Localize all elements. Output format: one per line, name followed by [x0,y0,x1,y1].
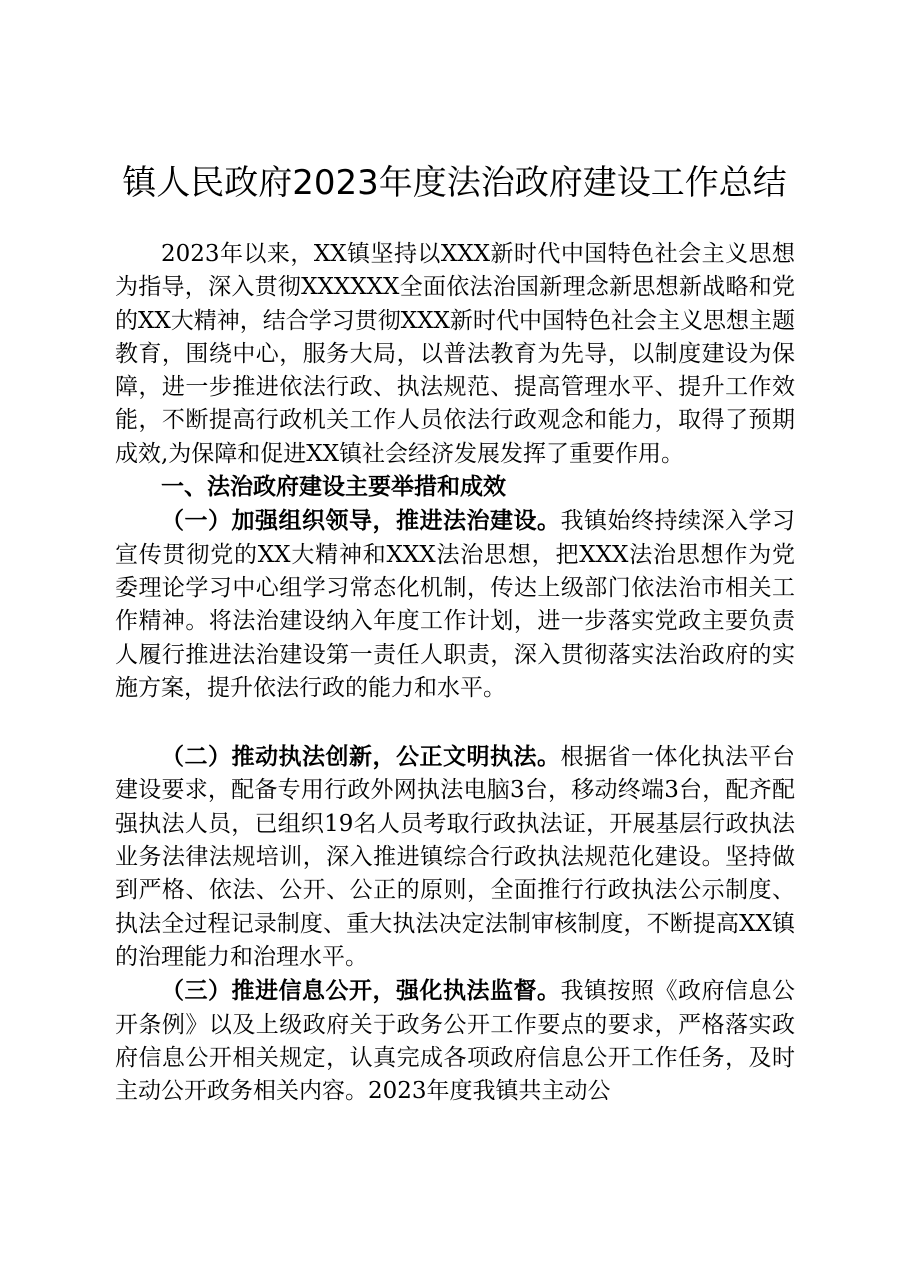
item-1-lead: （一）加强组织领导，推进法治建设。 [161,507,561,535]
item-1-text: 我镇始终持续深入学习宣传贯彻党的XX大精神和XXX法治思想，把XXX法治思想作为党委理论学习中心组学习常态化机制，传达上级部门依法治市相关工作精神。将法治建设纳入年度工作计划，进一步落实党政主要负责人履行推进法治建设第一责任人职责，深入贯彻落实法治政府的实施方案，提升依法行政的能力和水平。 [115,508,795,701]
item-3-lead: （三）推进信息公开，强化执法监督。 [161,977,561,1005]
item-2-lead: （二）推动执法创新，公正文明执法。 [161,743,561,771]
item-2-text: 根据省一体化执法平台建设要求，配备专用行政外网执法电脑3台，移动终端3台，配齐配强执法人员，已组织19名人员考取行政执法证，开展基层行政执法业务法律法规培训，深入推进镇综合行政执法规范化建设。坚持做到严格、依法、公开、公正的原则，全面推行行政执法公示制度、执法全过程记录制度、重大执法决定法制审核制度，不断提高XX镇的治理能力和治理水平。 [115,744,795,970]
document-title: 镇人民政府2023年度法治政府建设工作总结 [122,163,787,203]
item-3-paragraph [115,974,795,1108]
item-2-paragraph [115,740,795,974]
section-heading: 一、法治政府建设主要举措和成效 [161,474,506,501]
item-1-paragraph [115,504,795,705]
document-body [115,238,795,1108]
item-3-text: 我镇按照《政府信息公开条例》以及上级政府关于政务公开工作要点的要求，严格落实政府信息公开相关规定，认真完成各项政府信息公开工作任务，及时主动公开政务相关内容。2023年度我镇共主动公 [115,978,795,1105]
intro-paragraph: 2023年以来，XX镇坚持以XXX新时代中国特色社会主义思想为指导，深入贯彻XXXXXX全面依法治国新理念新思想新战略和党的XX大精神，结合学习贯彻XXX新时代中国特色社会主义思想主题教育，围绕中心，服务大局，以普法教育为先导，以制度建设为保障，进一步推进依法行政、执法规范、提高管理水平、提升工作效能，不断提高行政机关工作人员依法行政观念和能力，取得了预期成效,为保障和促进XX镇社会经济发展发挥了重要作用。 [115,241,795,467]
